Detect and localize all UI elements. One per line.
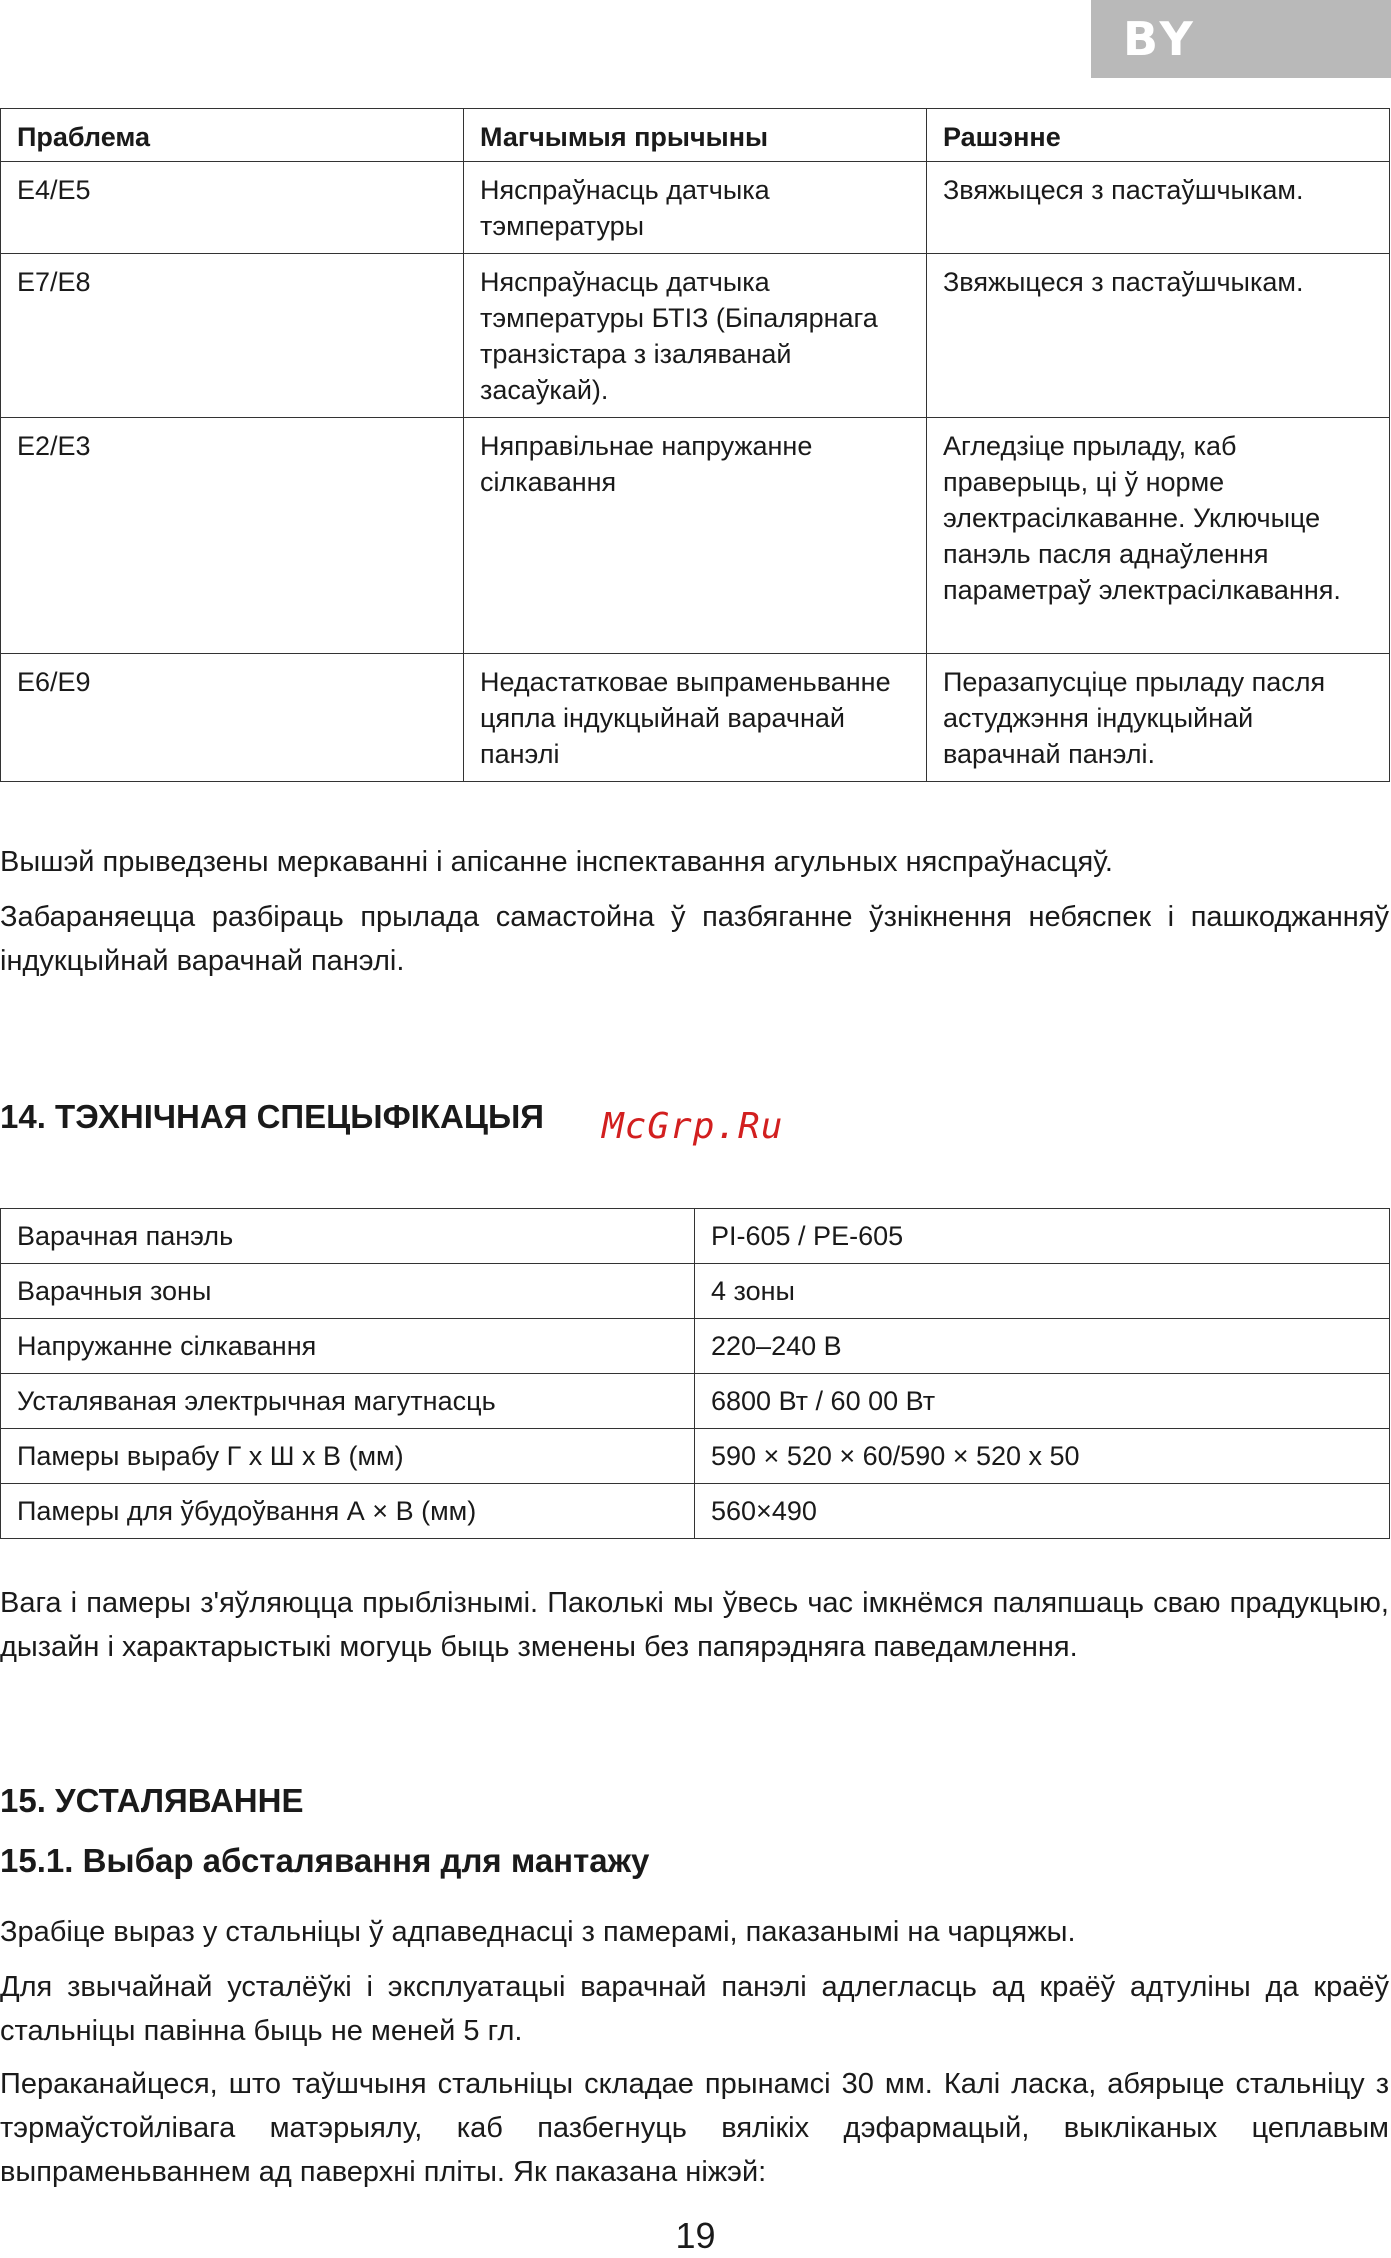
problem-cause: Няспраўнасць датчыка тэмпературы БТІЗ (Біпалярнага транзістара з ізаляванай засаўкай). bbox=[464, 254, 927, 418]
paragraph-disassembly-warning: Забараняецца разбіраць прылада самастойна ў пазбяганне ўзнікнення небяспек і пашкоджанняў індукцыйнай варачнай панэлі. bbox=[0, 901, 1389, 977]
problem-cause: Няправільнае напружанне сілкавання bbox=[464, 418, 927, 654]
problem-code: Е6/Е9 bbox=[1, 654, 464, 782]
spec-label: Усталяваная электрычная магутнасць bbox=[1, 1374, 695, 1429]
spec-row bbox=[1, 1429, 1390, 1484]
problem-solution: Звяжыцеся з пастаўшчыкам. bbox=[927, 254, 1390, 418]
spec-row bbox=[1, 1484, 1390, 1539]
problem-solution: Звяжыцеся з пастаўшчыкам. bbox=[927, 162, 1390, 254]
section-15-1-heading: 15.1. Выбар абсталявання для мантажу bbox=[0, 1842, 650, 1879]
spec-value: 4 зоны bbox=[695, 1264, 1390, 1319]
problem-code: Е7/Е8 bbox=[1, 254, 464, 418]
problem-code: Е4/Е5 bbox=[1, 162, 464, 254]
header-solution: Рашэнне bbox=[927, 109, 1390, 162]
spec-value: 590 × 520 × 60/590 × 520 х 50 bbox=[695, 1429, 1390, 1484]
spec-label: Варачная панэль bbox=[1, 1209, 695, 1264]
table-header-row bbox=[1, 109, 1390, 162]
problem-cause: Няспраўнасць датчыка тэмпературы bbox=[464, 162, 927, 254]
table-row bbox=[1, 418, 1390, 654]
spec-row bbox=[1, 1374, 1390, 1429]
paragraph-above-note: Вышэй прыведзены меркаванні і апісанне інспектавання агульных няспраўнасцяў. bbox=[0, 846, 1113, 878]
spec-row bbox=[1, 1209, 1390, 1264]
spec-label: Памеры для ўбудоўвання А × В (мм) bbox=[1, 1484, 695, 1539]
problem-code: Е2/Е3 bbox=[1, 418, 464, 654]
troubleshooting-table bbox=[0, 108, 1390, 782]
spec-label: Напружанне сілкавання bbox=[1, 1319, 695, 1374]
table-row bbox=[1, 254, 1390, 418]
section-15-heading: 15. УСТАЛЯВАННЕ bbox=[0, 1782, 304, 1819]
problem-solution: Агледзіце прыладу, каб праверыць, ці ў норме электрасілкаванне. Уключыце панэль пасля аднаўлення параметраў электрасілкавання. bbox=[927, 418, 1390, 654]
spec-value: 6800 Вт / 60 00 Вт bbox=[695, 1374, 1390, 1429]
problem-solution: Перазапусціце прыладу пасля астуджэння індукцыйнай варачнай панэлі. bbox=[927, 654, 1390, 782]
paragraph-distance: Для звычайнай усталёўкі і эксплуатацыі варачнай панэлі адлегласць ад краёў адтуліны да краёў стальніцы павінна быць не меней 5 гл. bbox=[0, 1971, 1389, 2047]
spec-label: Варачныя зоны bbox=[1, 1264, 695, 1319]
problem-cause: Недастатковае выпраменьванне цяпла індукцыйнай варачнай панэлі bbox=[464, 654, 927, 782]
spec-row bbox=[1, 1264, 1390, 1319]
table-row bbox=[1, 162, 1390, 254]
header-problem: Праблема bbox=[1, 109, 464, 162]
table-row bbox=[1, 654, 1390, 782]
spec-value: PI-605 / PE-605 bbox=[695, 1209, 1390, 1264]
header-causes: Магчымыя прычыны bbox=[464, 109, 927, 162]
language-tab: BY bbox=[1091, 0, 1391, 78]
spec-label: Памеры вырабу Г х Ш х В (мм) bbox=[1, 1429, 695, 1484]
spec-value: 560×490 bbox=[695, 1484, 1390, 1539]
spec-value: 220–240 В bbox=[695, 1319, 1390, 1374]
spec-table bbox=[0, 1208, 1390, 1539]
paragraph-cutout: Зрабіце выраз у стальніцы ў адпаведнасці з памерамі, паказанымі на чарцяжы. bbox=[0, 1916, 1076, 1948]
spec-row bbox=[1, 1319, 1390, 1374]
page-number: 19 bbox=[675, 2215, 716, 2256]
section-14-heading: 14. ТЭХНІЧНАЯ СПЕЦЫФІКАЦЫЯ bbox=[0, 1098, 545, 1135]
watermark: McGrp.Ru bbox=[602, 1106, 784, 1147]
paragraph-thickness: Пераканайцеся, што таўшчыня стальніцы складае прынамсі 30 мм. Калі ласка, абярыце стальніцу з тэрмаўстойлівага матэрыялу, каб пазбегнуць вялікіх дэфармацый, выкліканых цеплавым выпраменьваннем ад паверхні пліты. Як паказана ніжэй: bbox=[0, 2068, 1389, 2188]
paragraph-weight-note: Вага і памеры з'яўляюцца прыблізнымі. Паколькі мы ўвесь час імкнёмся паляпшаць сваю прадукцыю, дызайн і характарыстыкі могуць быць зменены без папярэдняга паведамлення. bbox=[0, 1587, 1389, 1663]
